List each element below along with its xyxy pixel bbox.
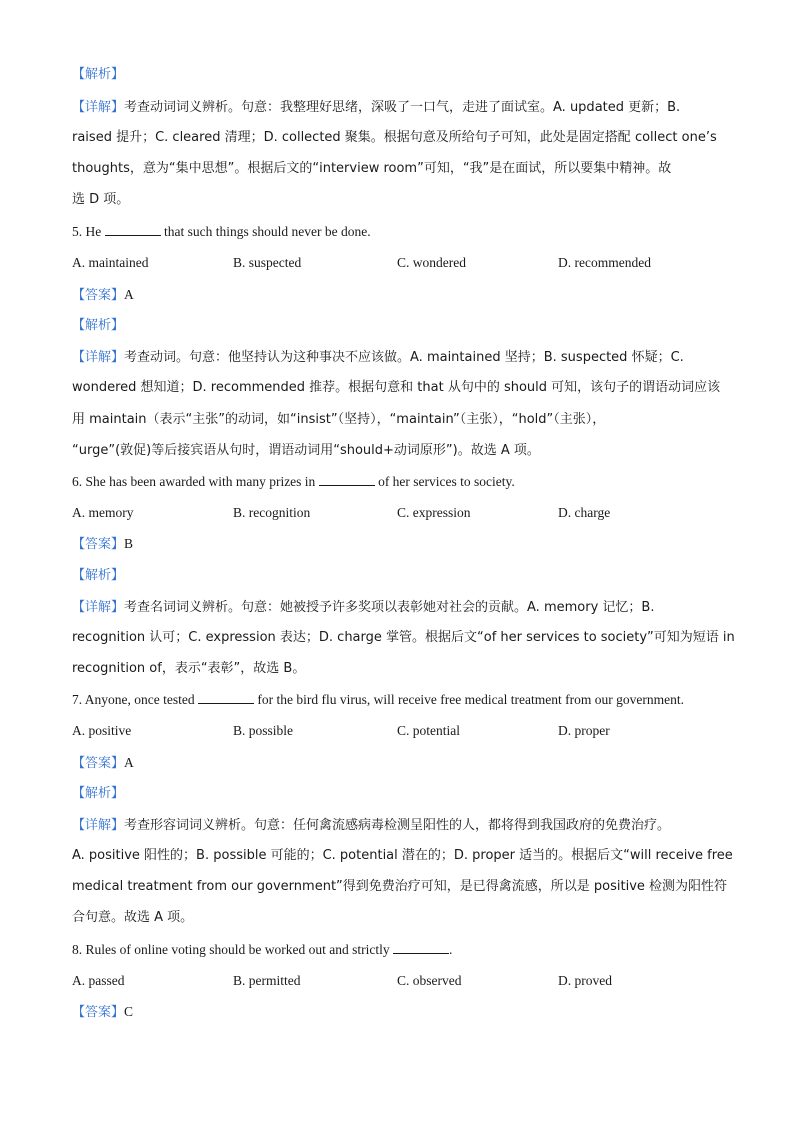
option-b: B. suspected: [233, 255, 302, 270]
question-5-answer: 【答案】A: [72, 287, 134, 303]
question-7-answer: 【答案】A: [72, 755, 134, 771]
q6-detail-line-2: recognition 认可；C. expression 表达；D. charge 掌管。根据后文“of her services to society”可知为短语 in: [72, 630, 735, 645]
option-a: A. passed: [72, 973, 125, 988]
question-8-answer: 【答案】C: [72, 1004, 134, 1020]
option-d: D. proper: [558, 723, 610, 738]
option-c: C. observed: [397, 973, 462, 988]
option-d: D. proved: [558, 973, 612, 988]
option-a: A. positive: [72, 723, 132, 738]
analysis-tag: 【解析】: [72, 318, 125, 333]
q5-detail-line-4: “urge”(敦促)等后接宾语从句时，谓语动词用“should+动词原形”)。故选 A 项。: [72, 443, 540, 458]
q5-detail-line-1: 【详解】考查动词。句意：他坚持认为这种事决不应该做。A. maintained 坚持；B. suspected 怀疑；C.: [72, 350, 684, 365]
answer-blank: [105, 223, 161, 236]
question-7-options: [72, 722, 722, 740]
question-6-options: [72, 504, 722, 522]
q7-detail-line-3: medical treatment from our government”得到免费治疗可知，是已得禽流感，所以是 positive 检测为阳性符: [72, 879, 728, 894]
q6-detail-line-1: 【详解】考查名词词义辨析。句意：她被授予许多奖项以表彰她对社会的贡献。A. memory 记忆；B.: [72, 600, 655, 615]
answer-blank: [319, 473, 375, 486]
analysis-tag: 【解析】: [72, 568, 125, 583]
option-a: A. maintained: [72, 255, 149, 270]
q4-detail-line-2: raised 提升；C. cleared 清理；D. collected 聚集。根据句意及所给句子可知，此处是固定搭配 collect one’s: [72, 130, 717, 145]
question-5-stem: 5. He that such things should never be done.: [72, 224, 371, 239]
detail-tag: 【详解】: [72, 100, 125, 115]
q4-detail-line-1: 【详解】考查动词词义辨析。句意：我整理好思绪，深吸了一口气，走进了面试室。A. updated 更新；B.: [72, 100, 681, 115]
q4-detail-line-3: thoughts，意为“集中思想”。根据后文的“interview room”可知，“我”是在面试，所以要集中精神。故: [72, 161, 672, 176]
option-b: B. possible: [233, 723, 294, 738]
question-6-answer: 【答案】B: [72, 536, 134, 552]
answer-blank: [198, 691, 254, 704]
option-a: A. memory: [72, 505, 134, 520]
q7-detail-line-1: 【详解】考查形容词词义辨析。句意：任何禽流感病毒检测呈阳性的人，都将得到我国政府的免费治疗。: [72, 818, 671, 833]
q7-detail-line-4: 合句意。故选 A 项。: [72, 910, 194, 925]
option-b: B. recognition: [233, 505, 311, 520]
question-6-stem: 6. She has been awarded with many prizes in of her services to society.: [72, 474, 515, 489]
q4-detail-line-4: 选 D 项。: [72, 192, 130, 207]
q6-detail-line-3: recognition of，表示“表彰”，故选 B。: [72, 661, 306, 676]
q7-detail-line-2: A. positive 阳性的；B. possible 可能的；C. potential 潜在的；D. proper 适当的。根据后文“will receive free: [72, 848, 733, 863]
q5-detail-line-2: wondered 想知道；D. recommended 推荐。根据句意和 that 从句中的 should 可知，该句子的谓语动词应该: [72, 380, 721, 395]
question-8-options: [72, 972, 722, 990]
analysis-tag: 【解析】: [72, 67, 125, 82]
analysis-tag: 【解析】: [72, 786, 125, 801]
option-b: B. permitted: [233, 973, 301, 988]
option-c: C. potential: [397, 723, 460, 738]
q5-detail-line-3: 用 maintain（表示“主张”的动词，如“insist”（坚持），“maintain”（主张），“hold”（主张），: [72, 412, 606, 427]
question-8-stem: 8. Rules of online voting should be worked out and strictly .: [72, 942, 453, 957]
option-d: D. recommended: [558, 255, 651, 270]
option-c: C. wondered: [397, 255, 466, 270]
option-d: D. charge: [558, 505, 611, 520]
answer-blank: [393, 941, 449, 954]
question-5-options: [72, 254, 722, 272]
option-c: C. expression: [397, 505, 471, 520]
question-7-stem: 7. Anyone, once tested for the bird flu virus, will receive free medical treatment from our government.: [72, 692, 684, 707]
